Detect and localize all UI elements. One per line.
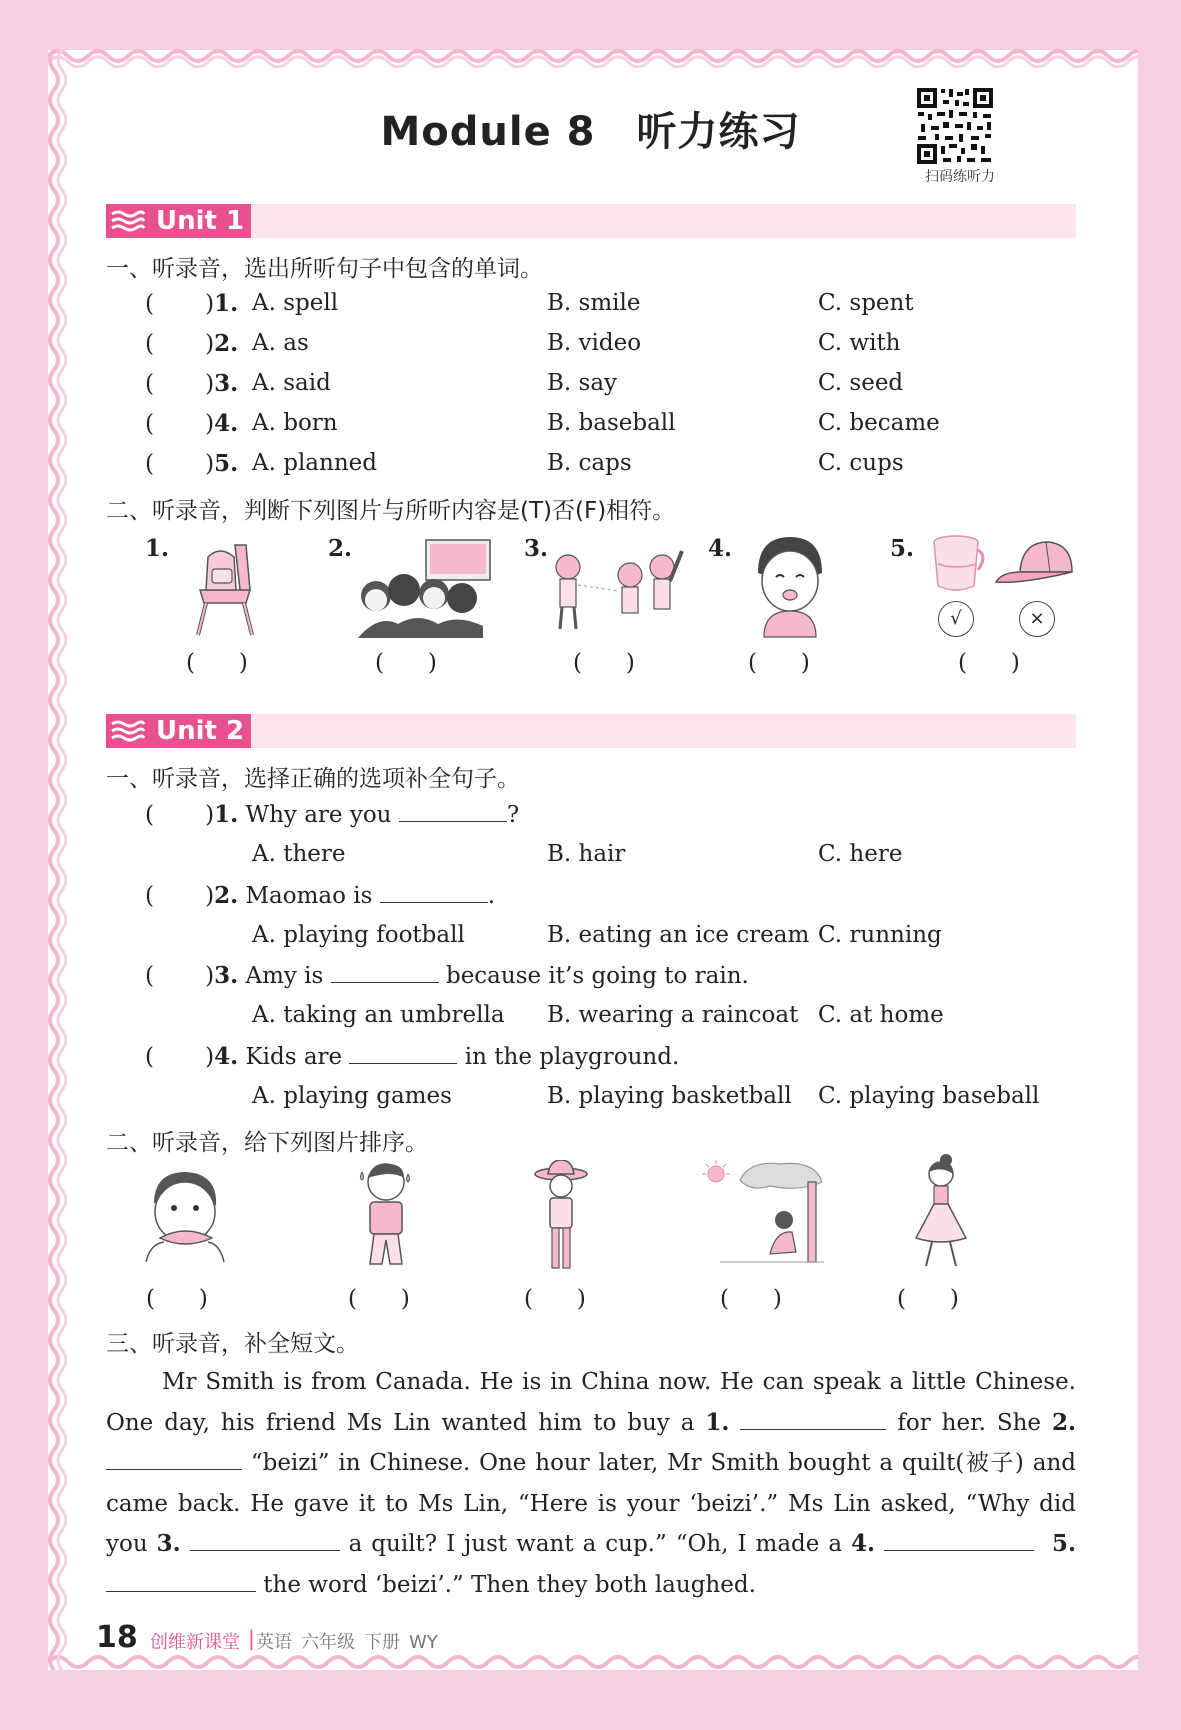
item-number: 1. xyxy=(214,290,239,317)
passage-text-2: for her. She xyxy=(886,1409,1052,1436)
option-c: C. here xyxy=(818,841,903,867)
passage-blank-5[interactable] xyxy=(106,1590,256,1592)
passage-blank-2[interactable] xyxy=(106,1468,242,1470)
sentence-before: Why are you xyxy=(245,802,392,828)
unit2-part1-heading: 一、听录音，选择正确的选项补全句子。 xyxy=(106,766,520,792)
qr-caption: 扫码练听力 xyxy=(925,169,995,185)
item-number: 2. xyxy=(214,882,239,909)
option-b: B. hair xyxy=(547,841,626,867)
answer-paren[interactable]: ( ) xyxy=(145,1044,215,1070)
answer-paren[interactable]: ( ) xyxy=(145,802,215,828)
answer-blank[interactable] xyxy=(380,901,488,903)
passage-blank-4[interactable] xyxy=(884,1549,1034,1551)
answer-paren[interactable]: ( ) xyxy=(145,411,215,437)
answer-blank[interactable] xyxy=(331,981,439,983)
unit1-label: Unit 1 xyxy=(156,206,245,236)
unit2-part3-heading: 三、听录音，补全短文。 xyxy=(106,1331,359,1357)
item-number: 3. xyxy=(214,370,239,397)
passage-text-5: the word ‘beizi’.” Then they both laughed. xyxy=(256,1571,756,1598)
sentence-after: . xyxy=(487,883,496,909)
backpack-on-chair-icon xyxy=(180,535,270,640)
answer-paren[interactable]: ( ) xyxy=(375,650,437,676)
answer-blank[interactable] xyxy=(349,1062,457,1064)
answer-paren[interactable]: ( ) xyxy=(145,963,215,989)
option-b: B. wearing a raincoat xyxy=(547,1002,799,1028)
answer-paren[interactable]: ( ) xyxy=(348,1286,410,1312)
option-b: B. eating an ice cream xyxy=(547,922,810,948)
option-a: A. as xyxy=(252,330,309,356)
waves-icon xyxy=(110,719,146,743)
list-item xyxy=(145,410,238,437)
option-a: A. born xyxy=(252,410,338,436)
option-b: B. say xyxy=(547,370,618,396)
sentence-after: because it’s going to rain. xyxy=(445,963,749,989)
unit1-tag xyxy=(106,204,251,238)
answer-paren[interactable]: ( ) xyxy=(958,650,1020,676)
option-b: B. video xyxy=(547,330,642,356)
passage xyxy=(106,1362,1076,1605)
sentence-after: ? xyxy=(506,802,520,828)
unit1-part1-heading: 一、听录音，选出所听句子中包含的单词。 xyxy=(106,256,543,282)
option-b: B. baseball xyxy=(547,410,676,436)
option-c: C. seed xyxy=(818,370,904,396)
unit1-part2-heading: 二、听录音，判断下列图片与所听内容是(T)否(F)相符。 xyxy=(106,498,676,524)
unit2-label: Unit 2 xyxy=(156,716,245,746)
boy-sweating-icon xyxy=(352,1160,422,1270)
option-c: C. playing baseball xyxy=(818,1083,1040,1109)
wavy-border-left xyxy=(44,50,70,1670)
option-a: A. planned xyxy=(252,450,377,476)
answer-paren[interactable]: ( ) xyxy=(145,883,215,909)
girl-reading-under-tree-icon xyxy=(700,1158,825,1268)
cap-icon xyxy=(992,538,1074,588)
option-a: A. playing games xyxy=(252,1083,452,1109)
list-item xyxy=(145,330,238,357)
option-c: C. spent xyxy=(818,290,914,316)
passage-blank-3[interactable] xyxy=(190,1549,340,1551)
sentence-before: Maomao is xyxy=(245,883,373,909)
option-a: A. spell xyxy=(252,290,339,316)
blank-number-5: 5. xyxy=(1052,1530,1077,1557)
passage-text-4: a quilt? I just want a cup.” “Oh, I made a xyxy=(339,1531,852,1557)
option-c: C. with xyxy=(818,330,901,356)
girl-with-hat-icon xyxy=(532,1160,590,1272)
children-playing-baseball-icon xyxy=(550,545,685,635)
check-mark-icon: √ xyxy=(938,601,974,637)
answer-paren[interactable]: ( ) xyxy=(524,1286,586,1312)
item-number: 5. xyxy=(214,450,239,477)
answer-blank[interactable] xyxy=(399,820,507,822)
footer-info: 英语 六年级 下册 WY xyxy=(256,1632,438,1653)
item-number: 1. xyxy=(214,801,239,828)
unit2-tag xyxy=(106,714,251,748)
option-b: B. playing basketball xyxy=(547,1083,792,1109)
item-number: 4. xyxy=(214,1043,239,1070)
option-c: C. cups xyxy=(818,450,904,476)
sentence-before: Kids are xyxy=(245,1044,343,1070)
page-title: Module 8 听力练习 xyxy=(380,109,801,155)
list-item xyxy=(145,1043,679,1070)
sentence-before: Amy is xyxy=(245,963,324,989)
unit1-header xyxy=(106,204,1076,238)
cross-mark-icon: × xyxy=(1019,601,1055,637)
passage-text-3: “beizi” in Chinese. One hour later, Mr Smith bought a quilt(被子) and came back. He gave it to Ms Lin, “Here is your ‘beizi’.” Ms Lin asked, “Why did you xyxy=(106,1450,1076,1557)
option-c: C. became xyxy=(818,410,940,436)
answer-paren[interactable]: ( ) xyxy=(186,650,248,676)
answer-paren[interactable]: ( ) xyxy=(145,291,215,317)
list-item xyxy=(145,801,519,828)
option-a: A. playing football xyxy=(252,922,465,948)
item-number: 3. xyxy=(214,962,239,989)
blank-number-3: 3. xyxy=(156,1530,181,1557)
wavy-border-bottom xyxy=(48,1652,1138,1676)
cup-icon xyxy=(928,534,988,594)
boy-eating-watermelon-icon xyxy=(140,1168,230,1263)
crying-girl-icon xyxy=(750,533,830,638)
item-number: 4. xyxy=(214,410,239,437)
picture-number: 2. xyxy=(328,535,353,562)
footer-separator: | xyxy=(248,1626,255,1650)
list-item xyxy=(145,370,238,397)
picture-number: 4. xyxy=(708,535,733,562)
list-item xyxy=(145,290,238,317)
sentence-after: in the playground. xyxy=(464,1044,680,1070)
children-watching-tv-icon xyxy=(358,538,493,638)
blank-number-1: 1. xyxy=(705,1408,730,1436)
option-c: C. at home xyxy=(818,1002,944,1028)
answer-paren[interactable]: ( ) xyxy=(573,650,635,676)
blank-number-4: 4. xyxy=(851,1530,876,1557)
blank-number-2: 2. xyxy=(1052,1408,1077,1436)
picture-number: 3. xyxy=(524,535,549,562)
wavy-border-top xyxy=(48,44,1138,68)
picture-number: 1. xyxy=(145,535,170,562)
answer-paren[interactable]: ( ) xyxy=(146,1286,208,1312)
answer-paren[interactable]: ( ) xyxy=(748,650,810,676)
page-number: 18 xyxy=(96,1620,138,1655)
qr-code-icon[interactable] xyxy=(915,86,995,166)
girl-in-dress-icon xyxy=(910,1152,972,1270)
answer-paren[interactable]: ( ) xyxy=(897,1286,959,1312)
unit2-part2-heading: 二、听录音，给下列图片排序。 xyxy=(106,1130,428,1156)
option-b: B. caps xyxy=(547,450,632,476)
footer-brand: 创维新课堂 xyxy=(150,1632,240,1653)
option-a: A. taking an umbrella xyxy=(252,1002,505,1028)
passage-blank-1[interactable] xyxy=(740,1428,886,1430)
option-a: A. there xyxy=(252,841,346,867)
option-a: A. said xyxy=(252,370,331,396)
answer-paren[interactable]: ( ) xyxy=(145,451,215,477)
unit2-header xyxy=(106,714,1076,748)
answer-paren[interactable]: ( ) xyxy=(145,371,215,397)
list-item xyxy=(145,882,495,909)
option-c: C. running xyxy=(818,922,942,948)
answer-paren[interactable]: ( ) xyxy=(720,1286,782,1312)
item-number: 2. xyxy=(214,330,239,357)
picture-number: 5. xyxy=(890,535,915,562)
passage-text-1: Mr Smith is from Canada. He is in China now. He can speak a little Chinese. One day, his friend Ms Lin wanted him to buy a xyxy=(106,1369,1076,1436)
option-b: B. smile xyxy=(547,290,641,316)
waves-icon xyxy=(110,209,146,233)
list-item xyxy=(145,450,238,477)
list-item xyxy=(145,962,749,989)
answer-paren[interactable]: ( ) xyxy=(145,331,215,357)
